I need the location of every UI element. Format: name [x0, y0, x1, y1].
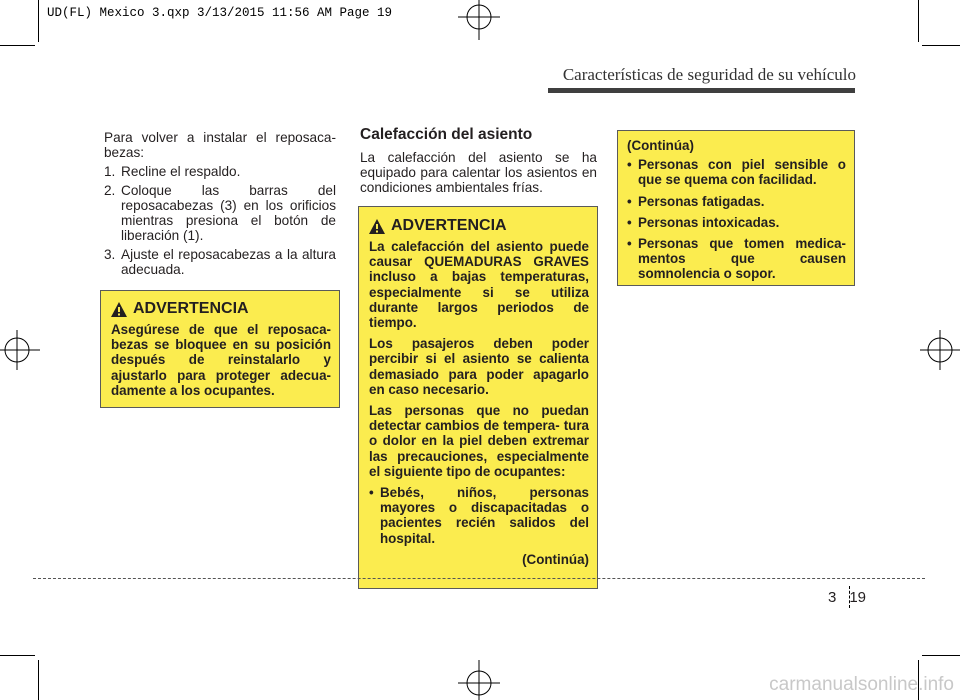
section-text: La calefacción del asiento se ha equipado para calentar los asientos en condiciones ambientales frías.: [360, 150, 597, 195]
list-item: [104, 183, 336, 243]
step-text: Ajuste el reposacabezas a la altura adecuada.: [121, 247, 336, 277]
list-item: [627, 194, 846, 209]
column-left: [104, 130, 336, 281]
section-heading: Calefacción del asiento: [360, 126, 533, 143]
warning-title: ADVERTENCIA: [133, 300, 249, 317]
bullet: •: [627, 214, 632, 230]
column-middle: [360, 127, 597, 199]
warning-box-seat-heater: [358, 206, 598, 589]
warning-triangle-icon: [369, 219, 385, 234]
bullet: •: [627, 157, 632, 173]
list-item: [369, 485, 589, 546]
list-item: [104, 247, 336, 277]
warning-box-headrest: [100, 290, 340, 408]
page-number-value: 19: [849, 589, 867, 606]
intro-text: Para volver a instalar el reposaca- bezas:: [104, 130, 336, 160]
list-item: [104, 164, 336, 179]
list-item: [627, 157, 846, 187]
bullet-text: Bebés, niños, personas mayores o discapacitadas o pacientes recién salidos del hospital.: [380, 485, 589, 546]
bullet: •: [627, 236, 632, 252]
step-number: 1.: [104, 164, 116, 179]
watermark: carmanualsonline.info: [769, 674, 954, 695]
bullet-text: Personas con piel sensible o que se quema con facilidad.: [638, 157, 846, 188]
chapter-number: 3: [828, 589, 837, 606]
footer-rule: [33, 578, 925, 579]
step-text: Recline el respaldo.: [121, 164, 241, 179]
page-number: [828, 589, 866, 606]
step-text: Coloque las barras del reposacabezas (3) en los orificios mientras presiona el botón de liberación (1).: [121, 183, 336, 243]
section-header-title: Características de seguridad de su vehículo: [562, 65, 856, 84]
step-number: 3.: [104, 247, 116, 262]
bullet-text: Personas intoxicadas.: [638, 214, 780, 230]
warning-box-continued: [617, 130, 855, 286]
warning-title: ADVERTENCIA: [391, 217, 507, 234]
warning-paragraph: Los pasajeros deben poder percibir si el asiento se calienta demasiado para poder apagarlo en caso necesario.: [369, 336, 589, 397]
bullet-text: Personas que tomen medica- mentos que causen somnolencia o sopor.: [638, 236, 846, 282]
header-rule: [548, 88, 855, 93]
warning-text: Asegúrese de que el reposaca- bezas se bloquee en su posición después de reinstalarlo y ajustarlo para proteger adecua- damente a los ocupantes.: [111, 322, 331, 398]
step-number: 2.: [104, 183, 116, 198]
page-number-separator: [849, 586, 850, 608]
warning-triangle-icon: [111, 302, 127, 317]
continued-label: (Continúa): [522, 551, 589, 567]
list-item: [627, 236, 846, 282]
continued-header: (Continúa): [627, 138, 694, 153]
print-slug: UD(FL) Mexico 3.qxp 3/13/2015 11:56 AM Page 19: [47, 6, 393, 20]
bullet-text: Personas fatigadas.: [638, 193, 765, 209]
warning-paragraph: La calefacción del asiento puede causar QUEMADURAS GRAVES incluso a bajas temperaturas, especialmente si se utiliza durante largos periodos de tiempo.: [369, 239, 589, 331]
bullet: •: [627, 193, 632, 209]
warning-paragraph: Las personas que no puedan detectar cambios de tempera- tura o dolor en la piel deben extremar las precauciones, especialmente el siguiente tipo de ocupantes:: [369, 403, 589, 479]
list-item: [627, 215, 846, 230]
bullet: •: [369, 485, 374, 501]
